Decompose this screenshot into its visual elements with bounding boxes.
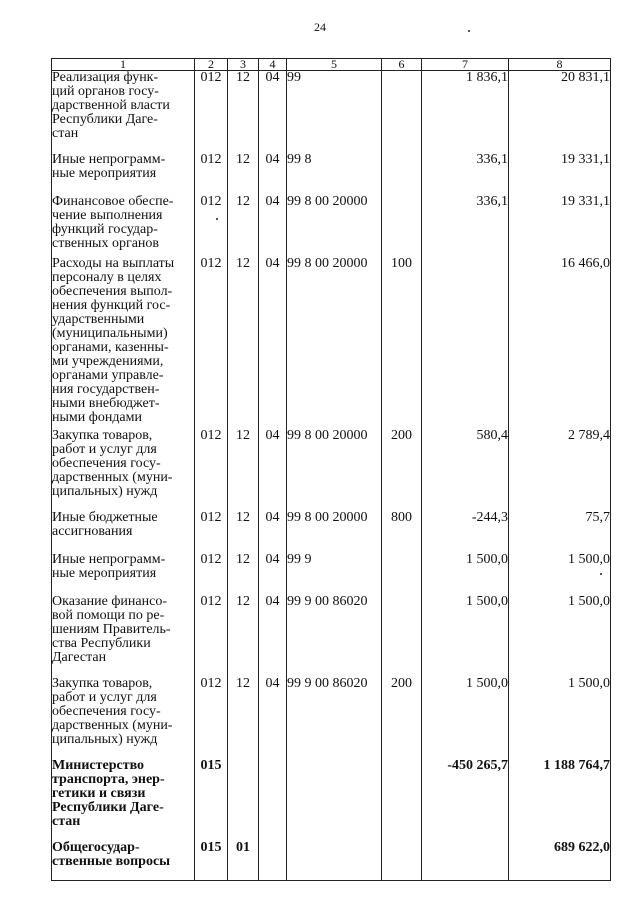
row-name-line: (муниципальными) xyxy=(52,325,168,341)
amount-col-7: 1 500,0 xyxy=(422,595,509,677)
amount-col-8: 2 789,4 xyxy=(509,429,611,511)
amount-col-8: 689 622,0 xyxy=(509,841,611,881)
row-name-line: Оказание финансо- xyxy=(52,593,167,609)
header-col-8: 8 xyxy=(509,59,611,71)
row-name-line: персоналу в целях xyxy=(52,269,162,285)
code-col-6 xyxy=(382,153,422,195)
header-row xyxy=(52,59,611,71)
code-col-6: 800 xyxy=(382,511,422,553)
table-row xyxy=(52,553,611,595)
code-col-3: 12 xyxy=(228,71,259,153)
amount-col-7: 336,1 xyxy=(422,195,509,257)
amount-col-8: 16 466,0 xyxy=(509,257,611,429)
code-col-3: 12 xyxy=(228,553,259,595)
amount-col-7 xyxy=(422,257,509,429)
code-col-2: 012 xyxy=(195,153,228,195)
header-col-4: 4 xyxy=(259,59,287,71)
amount-col-7: 580,4 xyxy=(422,429,509,511)
code-col-4: 04 xyxy=(259,71,287,153)
row-name-line: чение выполнения xyxy=(52,207,163,223)
row-name-line: дарственных (муни- xyxy=(52,717,173,733)
row-name-line: ципальных) нужд xyxy=(52,483,158,499)
code-col-4: 04 xyxy=(259,429,287,511)
row-name-line: ассигнования xyxy=(52,523,133,539)
code-col-4: 04 xyxy=(259,511,287,553)
amount-col-7: 336,1 xyxy=(422,153,509,195)
row-name-line: гетики и связи xyxy=(52,785,146,801)
row-name xyxy=(52,511,195,553)
table-row xyxy=(52,511,611,553)
row-name-line: ударственными xyxy=(52,311,145,327)
code-col-2: 012 xyxy=(195,511,228,553)
code-col-6 xyxy=(382,759,422,841)
row-name-line: Министерство xyxy=(52,757,145,773)
row-name-line: ций органов госу- xyxy=(52,84,159,99)
row-name-line: Закупка товаров, xyxy=(52,427,153,443)
code-col-2: 012 xyxy=(195,677,228,759)
code-col-3: 12 xyxy=(228,677,259,759)
amount-col-7 xyxy=(422,841,509,881)
row-name-line: шениям Правитель- xyxy=(52,621,171,637)
code-col-5: 99 9 xyxy=(287,553,382,595)
row-name-line: обеспечения госу- xyxy=(52,703,161,719)
row-name-line: дарственной власти xyxy=(52,98,170,113)
row-name-line: ные мероприятия xyxy=(52,565,157,581)
row-name-line: транспорта, энер- xyxy=(52,771,165,787)
code-col-6: 100 xyxy=(382,257,422,429)
code-col-6: 200 xyxy=(382,677,422,759)
row-name-line: стан xyxy=(52,813,81,829)
row-name-line: ными фондами xyxy=(52,409,143,425)
row-name-line: Иные бюджетные xyxy=(52,509,158,525)
table-row xyxy=(52,71,611,153)
code-col-5: 99 8 00 20000 xyxy=(287,257,382,429)
code-col-6: 200 xyxy=(382,429,422,511)
row-name-line: Республики Даге- xyxy=(52,799,164,815)
row-name-line: Финансовое обеспе- xyxy=(52,193,174,209)
table-body xyxy=(52,71,611,881)
row-name-line: Иные непрограмм- xyxy=(52,551,166,567)
amount-col-7: 1 500,0 xyxy=(422,553,509,595)
code-col-3: 12 xyxy=(228,429,259,511)
budget-table xyxy=(51,58,611,881)
header-col-1: 1 xyxy=(52,59,195,71)
code-col-4: 04 xyxy=(259,257,287,429)
row-name-line: органами управле- xyxy=(52,367,164,383)
code-col-4: 04 xyxy=(259,553,287,595)
code-col-4: 04 xyxy=(259,677,287,759)
row-name-line: Реализация функ- xyxy=(52,70,159,85)
header-col-3: 3 xyxy=(228,59,259,71)
table-row xyxy=(52,153,611,195)
code-col-4: 04 xyxy=(259,195,287,257)
amount-col-8: 19 331,1 xyxy=(509,195,611,257)
row-name-line: вой помощи по ре- xyxy=(52,607,165,623)
amount-col-8: 75,7 xyxy=(509,511,611,553)
code-col-4 xyxy=(259,759,287,841)
code-col-3: 01 xyxy=(228,841,259,881)
code-col-6 xyxy=(382,71,422,153)
row-name-line: Расходы на выплаты xyxy=(52,255,175,271)
code-col-3: 12 xyxy=(228,153,259,195)
table-row xyxy=(52,677,611,759)
row-name-line: Республики Даге- xyxy=(52,112,158,127)
amount-col-7: -450 265,7 xyxy=(422,759,509,841)
code-col-4: 04 xyxy=(259,595,287,677)
row-name xyxy=(52,759,195,841)
row-name-line: ственных органов xyxy=(52,235,160,251)
header-col-7: 7 xyxy=(422,59,509,71)
table-row xyxy=(52,759,611,841)
amount-col-7: -244,3 xyxy=(422,511,509,553)
row-name-line: обеспечения выпол- xyxy=(52,283,173,299)
row-name-line: ми учреждениями, xyxy=(52,353,164,369)
code-col-2: 012 xyxy=(195,257,228,429)
row-name-line: Дагестан xyxy=(52,649,107,665)
row-name xyxy=(52,71,195,153)
code-col-2: 015 xyxy=(195,841,228,881)
code-col-4 xyxy=(259,841,287,881)
table-row xyxy=(52,841,611,881)
code-col-5: 99 8 xyxy=(287,153,382,195)
code-col-5 xyxy=(287,759,382,841)
amount-col-8: 1 500,0 xyxy=(509,595,611,677)
row-name-line: функций государ- xyxy=(52,221,158,237)
code-col-3: 12 xyxy=(228,511,259,553)
code-col-3: 12 xyxy=(228,257,259,429)
row-name-line: Общегосудар- xyxy=(52,839,140,855)
row-name-line: Закупка товаров, xyxy=(52,675,153,691)
scan-speck xyxy=(600,573,602,575)
amount-col-7: 1 836,1 xyxy=(422,71,509,153)
code-col-3: 12 xyxy=(228,195,259,257)
amount-col-8: 1 500,0 xyxy=(509,553,611,595)
row-name xyxy=(52,841,195,881)
header-col-6: 6 xyxy=(382,59,422,71)
amount-col-8: 1 188 764,7 xyxy=(509,759,611,841)
page-number: 24 xyxy=(314,20,326,34)
code-col-2: 015 xyxy=(195,759,228,841)
code-col-2: 012 xyxy=(195,71,228,153)
table-row xyxy=(52,195,611,257)
row-name xyxy=(52,195,195,257)
code-col-6 xyxy=(382,195,422,257)
row-name-line: нения функций гос- xyxy=(52,297,171,313)
row-name-line: органами, казенны- xyxy=(52,339,169,355)
code-col-5: 99 xyxy=(287,71,382,153)
code-col-2: 012 xyxy=(195,595,228,677)
row-name xyxy=(52,677,195,759)
amount-col-7: 1 500,0 xyxy=(422,677,509,759)
code-col-2: 012 xyxy=(195,195,228,257)
amount-col-8: 1 500,0 xyxy=(509,677,611,759)
row-name xyxy=(52,595,195,677)
code-col-5: 99 8 00 20000 xyxy=(287,429,382,511)
code-col-3: 12 xyxy=(228,595,259,677)
code-col-2: 012 xyxy=(195,429,228,511)
row-name-line: ства Республики xyxy=(52,635,151,651)
header-col-5: 5 xyxy=(287,59,382,71)
row-name-line: стан xyxy=(52,126,79,141)
table-row xyxy=(52,257,611,429)
header-col-2: 2 xyxy=(195,59,228,71)
row-name-line: работ и услуг для xyxy=(52,441,157,457)
row-name-line: ными внебюджет- xyxy=(52,395,160,411)
code-col-5 xyxy=(287,841,382,881)
row-name xyxy=(52,257,195,429)
row-name xyxy=(52,553,195,595)
row-name-line: дарственных (муни- xyxy=(52,469,173,485)
row-name-line: ные мероприятия xyxy=(52,165,157,181)
row-name-line: ципальных) нужд xyxy=(52,731,158,747)
code-col-5: 99 8 00 20000 xyxy=(287,511,382,553)
code-col-6 xyxy=(382,553,422,595)
code-col-6 xyxy=(382,841,422,881)
code-col-6 xyxy=(382,595,422,677)
row-name-line: работ и услуг для xyxy=(52,689,157,705)
row-name xyxy=(52,153,195,195)
row-name-line: Иные непрограмм- xyxy=(52,151,166,167)
code-col-5: 99 8 00 20000 xyxy=(287,195,382,257)
table-row xyxy=(52,595,611,677)
row-name-line: обеспечения госу- xyxy=(52,455,161,471)
row-name-line: ния государствен- xyxy=(52,381,160,397)
row-name-line: ственные вопросы xyxy=(52,853,171,869)
scan-speck xyxy=(216,218,218,220)
amount-col-8: 19 331,1 xyxy=(509,153,611,195)
code-col-2: 012 xyxy=(195,553,228,595)
table-row xyxy=(52,429,611,511)
scan-speck xyxy=(468,30,470,32)
code-col-5: 99 9 00 86020 xyxy=(287,595,382,677)
code-col-4: 04 xyxy=(259,153,287,195)
row-name xyxy=(52,429,195,511)
amount-col-8: 20 831,1 xyxy=(509,71,611,153)
code-col-5: 99 9 00 86020 xyxy=(287,677,382,759)
code-col-3 xyxy=(228,759,259,841)
